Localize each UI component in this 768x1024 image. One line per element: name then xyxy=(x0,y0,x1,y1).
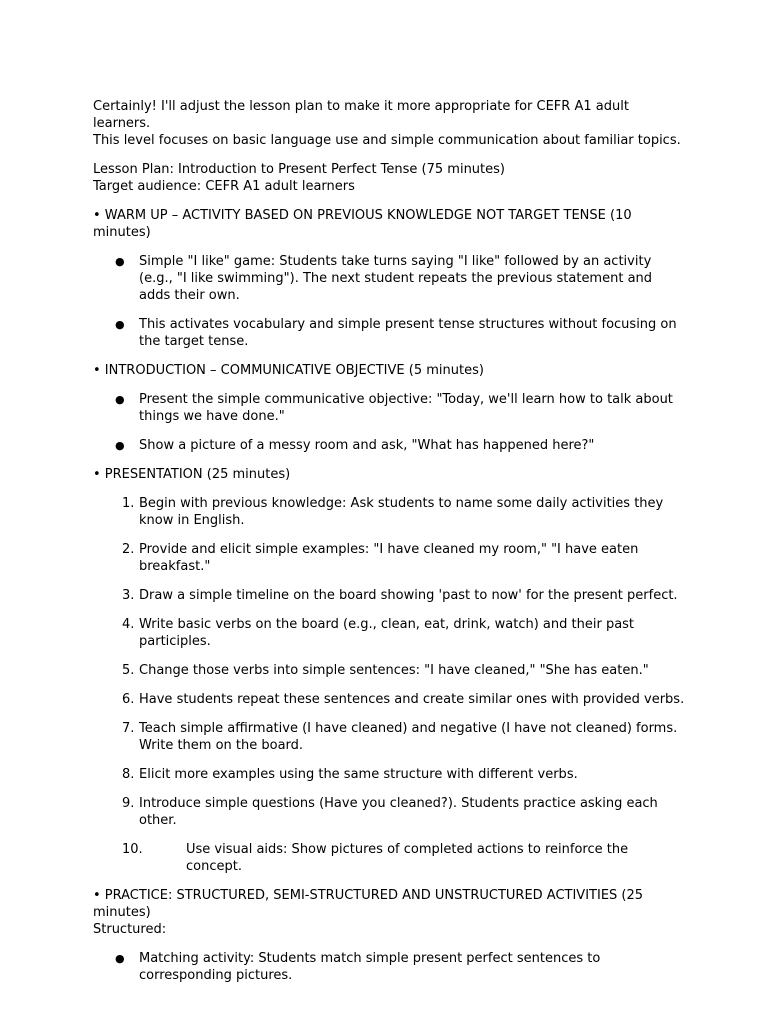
list-item-text: Write basic verbs on the board (e.g., clean, eat, drink, watch) and their past participles. xyxy=(139,617,635,649)
list-item xyxy=(93,950,685,984)
list-item-text: This activates vocabulary and simple present tense structures without focusing on the target tense. xyxy=(139,317,677,349)
list-item-text: Use visual aids: Show pictures of completed actions to reinforce the concept. xyxy=(186,842,629,874)
lesson-plan-meta xyxy=(93,161,685,195)
list-number: 8. xyxy=(122,767,135,782)
list-item xyxy=(93,662,685,679)
intro-paragraph xyxy=(93,98,685,149)
list-number: 4. xyxy=(122,617,135,632)
introduction-list xyxy=(93,391,685,454)
list-item-text: Present the simple communicative objective: "Today, we'll learn how to talk about things we have done." xyxy=(139,392,673,424)
practice-subheading: Structured: xyxy=(93,922,167,937)
bullet-icon: ● xyxy=(115,439,125,452)
list-item-text: Begin with previous knowledge: Ask students to name some daily activities they know in English. xyxy=(139,496,664,528)
bullet-icon: ● xyxy=(115,393,125,406)
intro-line-2: This level focuses on basic language use and simple communication about familiar topics. xyxy=(93,133,681,148)
list-item xyxy=(93,495,685,529)
list-number: 6. xyxy=(122,692,135,707)
list-number: 9. xyxy=(122,796,135,811)
presentation-heading: • PRESENTATION (25 minutes) xyxy=(93,467,291,482)
document-page xyxy=(93,98,685,996)
list-item-text: Draw a simple timeline on the board showing 'past to now' for the present perfect. xyxy=(139,588,678,603)
list-item xyxy=(93,795,685,829)
list-number: 5. xyxy=(122,663,135,678)
list-item xyxy=(93,391,685,425)
list-number: 2. xyxy=(122,542,135,557)
warmup-heading: • WARM UP – ACTIVITY BASED ON PREVIOUS KNOWLEDGE NOT TARGET TENSE (10 minutes) xyxy=(93,208,632,240)
list-item xyxy=(93,437,685,454)
list-item-text: Show a picture of a messy room and ask, "What has happened here?" xyxy=(139,438,595,453)
intro-line-1: Certainly! I'll adjust the lesson plan to make it more appropriate for CEFR A1 adult learners. xyxy=(93,99,629,131)
list-number: 3. xyxy=(122,588,135,603)
list-number: 10. xyxy=(122,842,143,857)
presentation-list xyxy=(93,495,685,875)
list-item xyxy=(93,766,685,783)
list-item xyxy=(93,253,685,304)
list-item-text: Change those verbs into simple sentences: "I have cleaned," "She has eaten." xyxy=(139,663,649,678)
list-item xyxy=(93,720,685,754)
list-item xyxy=(93,616,685,650)
target-audience: Target audience: CEFR A1 adult learners xyxy=(93,179,355,194)
list-item xyxy=(93,316,685,350)
practice-heading-block xyxy=(93,887,685,938)
bullet-icon: ● xyxy=(115,318,125,331)
list-item-text: Simple "I like" game: Students take turns saying "I like" followed by an activity (e.g., "I like swimming"). The next student repeats the previous statement and adds their own. xyxy=(139,254,653,303)
list-item-text: Introduce simple questions (Have you cleaned?). Students practice asking each other. xyxy=(139,796,658,828)
introduction-heading: • INTRODUCTION – COMMUNICATIVE OBJECTIVE (5 minutes) xyxy=(93,363,484,378)
list-item-text: Provide and elicit simple examples: "I have cleaned my room," "I have eaten breakfast." xyxy=(139,542,639,574)
practice-heading: • PRACTICE: STRUCTURED, SEMI-STRUCTURED AND UNSTRUCTURED ACTIVITIES (25 minutes) xyxy=(93,888,644,920)
list-number: 7. xyxy=(122,721,135,736)
practice-list xyxy=(93,950,685,984)
bullet-icon: ● xyxy=(115,952,125,965)
list-item-text: Matching activity: Students match simple present perfect sentences to corresponding pictures. xyxy=(139,951,601,983)
list-item-text: Have students repeat these sentences and create similar ones with provided verbs. xyxy=(139,692,685,707)
list-item-text: Elicit more examples using the same structure with different verbs. xyxy=(139,767,578,782)
warmup-list xyxy=(93,253,685,350)
list-item xyxy=(93,587,685,604)
bullet-icon: ● xyxy=(115,255,125,268)
lesson-plan-title: Lesson Plan: Introduction to Present Perfect Tense (75 minutes) xyxy=(93,162,505,177)
list-number: 1. xyxy=(122,496,135,511)
list-item xyxy=(93,841,685,875)
list-item xyxy=(93,691,685,708)
list-item-text: Teach simple affirmative (I have cleaned) and negative (I have not cleaned) forms. Write them on the board. xyxy=(139,721,678,753)
list-item xyxy=(93,541,685,575)
